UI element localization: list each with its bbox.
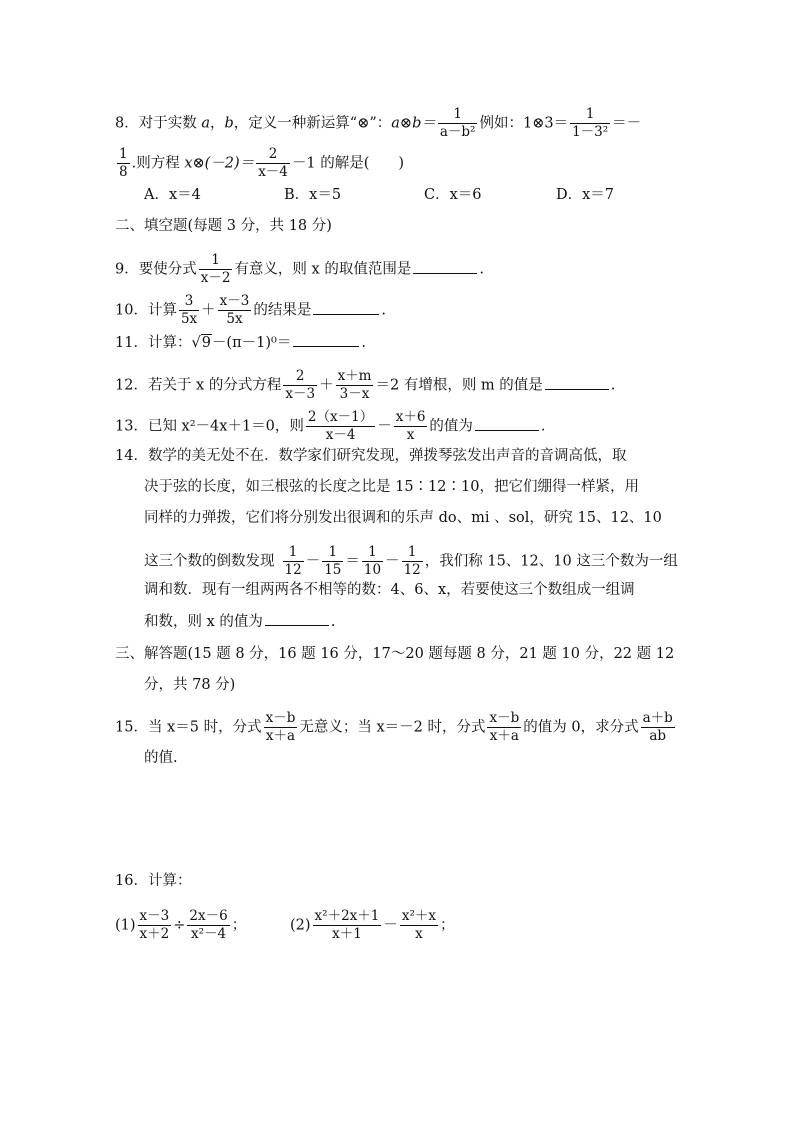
q16-part2: (2) $\frac{\text{x²＋2x＋1}}{x+1}$ － $\frac{\text{x²＋x}}{x}$ ； xyxy=(290,908,455,942)
q8-answer-bracket: －1 的解是( ) xyxy=(291,155,405,172)
q8-line2 xyxy=(115,146,404,181)
q10-fraction-1: $\frac{3}{5x}$ xyxy=(180,293,198,327)
q10: 10．计算 $\frac{3}{5x}$ ＋ $\frac{x-3}{5x}$ 的结果是 . xyxy=(115,293,386,327)
q16-title: 16．计算： xyxy=(115,873,192,889)
q15-fraction-2: $\frac{x-b}{x+a}$ xyxy=(489,710,520,744)
q15-fraction-1: $\frac{x-b}{x+a}$ xyxy=(265,710,296,744)
q16-p2-fraction-1: $\frac{\text{x²＋2x＋1}}{x+1}$ xyxy=(314,908,380,942)
q13-fraction-1: $\frac{2(x-1)}{x-4}$ xyxy=(307,409,374,443)
q13-answer-blank[interactable] xyxy=(475,416,539,431)
q16-p1-fraction-2: $\frac{2x-6}{\text{x²－4}}$ xyxy=(189,908,228,942)
q11-radicand: 9 xyxy=(201,335,211,351)
sqrt-symbol: √ xyxy=(191,335,201,351)
q12-answer-blank[interactable] xyxy=(545,375,609,390)
q16-p2-fraction-2: $\frac{\text{x²＋x}}{x}$ xyxy=(401,908,437,942)
q14-line2: 决于弦的长度，如三根弦的长度之比是 15∶12∶10，把它们绷得一样紧，用 xyxy=(144,479,639,495)
q8-text: 8．对于实数 xyxy=(115,115,202,132)
section-heading-solve: 三、解答题(15 题 8 分，16 题 16 分，17～20 题每题 8 分，21 题 10 分，22 题 12 xyxy=(115,646,675,662)
q16-part1: (1) $\frac{x-3}{x+2}$ ÷ $\frac{2x-6}{\text{x²－4}}$ ； xyxy=(115,908,247,942)
q12: 12．若关于 x 的分式方程 $\frac{2}{x-3}$ ＋ $\frac{x+m}{3-x}$ ＝2 有增根，则 m 的值是 . xyxy=(115,368,616,402)
q14-fraction-4: $\frac{1}{12}$ xyxy=(403,544,421,578)
section-heading-fill-in: 二、填空题(每题 3 分，共 18 分) xyxy=(115,218,332,234)
q14-line6: 和数，则 x 的值为 . xyxy=(144,611,336,632)
q11: 11．计算：√9－(π－1)⁰＝ . xyxy=(115,332,366,353)
q8-text: ，定义一种新运算“⊗”： xyxy=(233,115,392,132)
q8-example: 例如：1⊗3＝ xyxy=(479,115,569,132)
q14-answer-blank[interactable] xyxy=(265,611,329,626)
q11-answer-blank[interactable] xyxy=(293,332,359,347)
q15: 15．当 x＝5 时，分式 $\frac{x-b}{x+a}$ 无意义；当 x＝－2 时，分式 $\frac{x-b}{x+a}$ 的值为 0，求分式 $\frac{a+b}{ab}$ xyxy=(115,710,673,744)
q8-option-a: A．x＝4 xyxy=(144,187,201,203)
q8-op-definition: a⊗b＝ xyxy=(391,115,436,132)
q10-answer-blank[interactable] xyxy=(313,300,379,315)
q14-line4: 这三个数的倒数发现 $\frac{1}{12}$ － $\frac{1}{15}$ ＝ $\frac{1}{10}$ － $\frac{1}{12}$ ，我们称 15、12、10 这三个数为一组 xyxy=(144,544,678,578)
q8-option-d: D．x＝7 xyxy=(556,187,615,203)
q12-fraction-2: $\frac{x+m}{3-x}$ xyxy=(337,368,372,402)
q14-line5: 调和数．现有一组两两各不相等的数：4、6、x，若要使这三个数组成一组调 xyxy=(144,582,635,598)
q13: 13．已知 x²－4x＋1＝0，则 $\frac{2(x-1)}{x-4}$ － $\frac{x+6}{x}$ 的值为 . xyxy=(115,409,546,443)
q14-line3: 同样的力弹拨，它们将分别发出很调和的乐声 do、mi 、sol，研究 15、12、10 xyxy=(144,510,662,526)
q8-fraction-result: $\frac{1}{8}$ xyxy=(119,146,128,180)
q9-answer-blank[interactable] xyxy=(413,259,477,274)
q8-equation-left: x⊗(－2)＝ xyxy=(184,155,255,172)
var-b: b xyxy=(224,115,234,132)
q16-p1-fraction-1: $\frac{x-3}{x+2}$ xyxy=(139,908,170,942)
q15-line2: 的值. xyxy=(144,750,178,766)
q14-fraction-1: $\frac{1}{12}$ xyxy=(284,544,302,578)
q9: 9．要使分式 $\frac{1}{x-2}$ 有意义，则 x 的取值范围是 . xyxy=(115,252,484,286)
q8-text: ＝－ xyxy=(612,115,642,132)
q14-line1: 14．数学的美无处不在．数学家们研究发现，弹拨琴弦发出声音的音调高低，取 xyxy=(115,448,627,464)
q8-option-b: B．x＝5 xyxy=(284,187,342,203)
q10-fraction-2: $\frac{x-3}{5x}$ xyxy=(219,293,250,327)
section-heading-solve-cont: 分，共 78 分) xyxy=(144,677,236,693)
q14-fraction-2: $\frac{1}{15}$ xyxy=(324,544,342,578)
q8-option-c: C．x＝6 xyxy=(424,187,482,203)
q14-fraction-3: $\frac{1}{10}$ xyxy=(363,544,382,578)
q8-fraction-definition: $\frac{1}{\text{a－b²}}$ xyxy=(439,106,476,140)
q8-text: ， xyxy=(210,115,225,132)
q8-line1 xyxy=(115,106,641,141)
q8-fraction-equation: $\frac{2}{x-4}$ xyxy=(258,146,288,180)
var-a: a xyxy=(201,115,210,132)
q13-fraction-2: $\frac{x+6}{x}$ xyxy=(395,409,426,443)
q8-fraction-example: $\frac{1}{\text{1－3²}}$ xyxy=(572,106,609,140)
q9-fraction: $\frac{1}{x-2}$ xyxy=(200,252,231,286)
q15-fraction-3: $\frac{a+b}{ab}$ xyxy=(642,710,673,744)
q12-fraction-1: $\frac{2}{x-3}$ xyxy=(285,368,316,402)
q8-text: .则方程 xyxy=(131,155,185,172)
